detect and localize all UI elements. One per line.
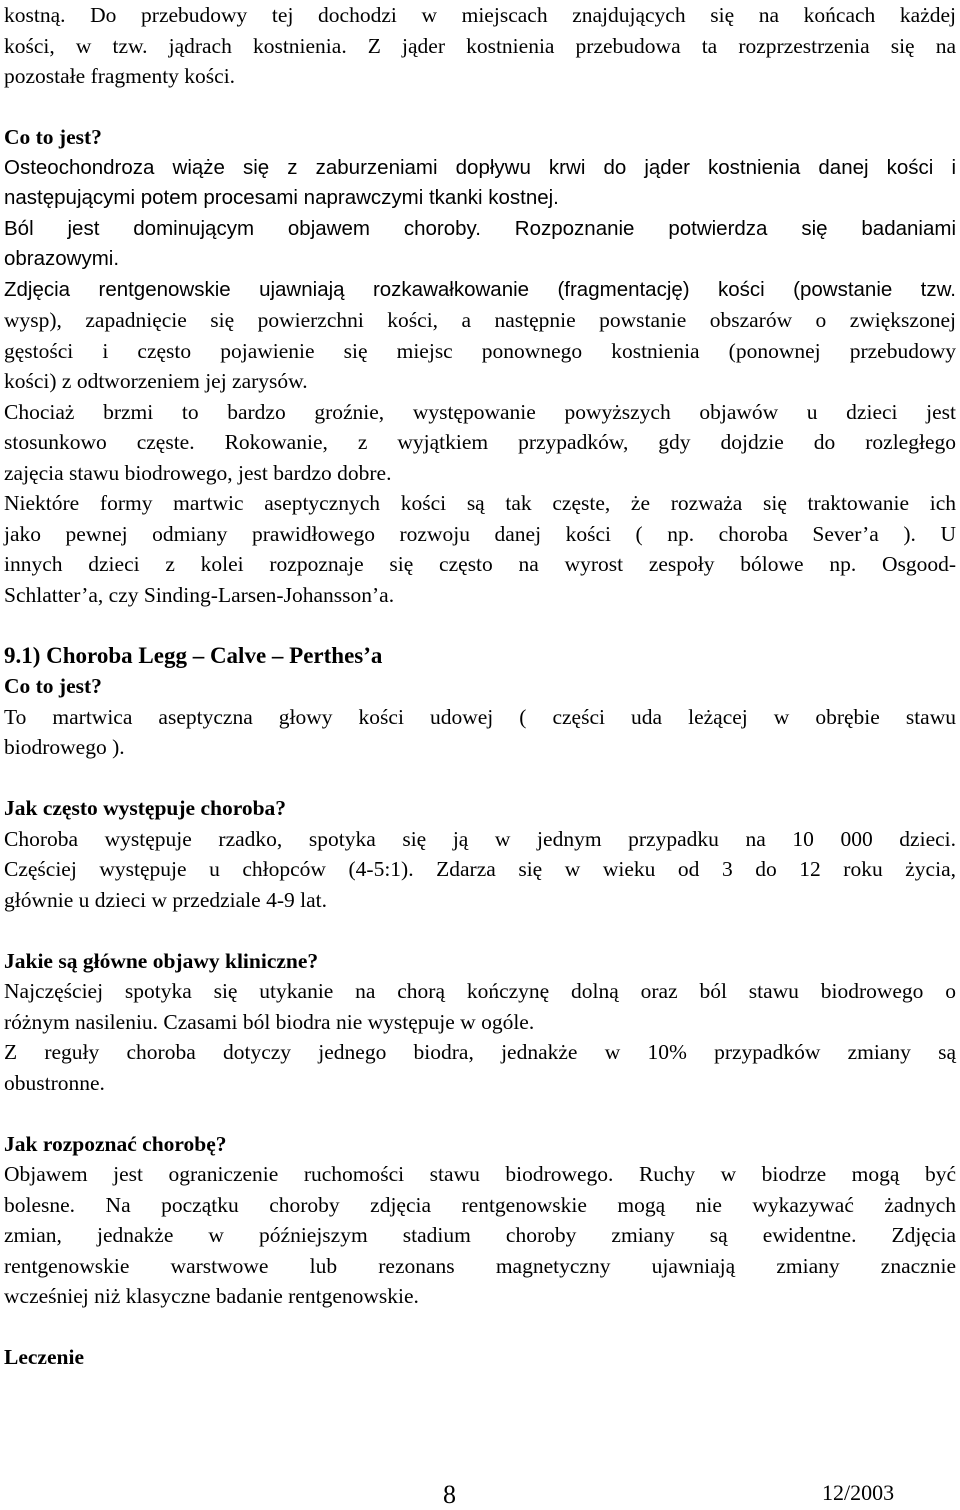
what-line-1: To martwica aseptyczna głowy kości udowej ( części uda leżącej w obrębie stawu <box>4 704 956 729</box>
page-number: 8 <box>443 1480 456 1509</box>
choc-line-1: Chociaż brzmi to bardzo groźnie, występowanie powyższych objawów u dzieci jest <box>4 399 956 424</box>
sympt-line-3: Z reguły choroba dotyczy jednego biodra, jednakże w 10% przypadków zmiany są <box>4 1040 956 1064</box>
osteo-line-1: Osteochondroza wiąże się z zaburzeniami dopływu krwi do jąder kostnienia danej kości i <box>4 155 956 179</box>
bol-line-2: obrazowymi. <box>4 247 120 270</box>
niek-line-1: Niektóre formy martwic aseptycznych kości są tak częste, że rozważa się traktowanie ich <box>4 491 956 515</box>
zdj-line-3: gęstości i często pojawienie się miejsc ponownego kostnienia (ponownej przebudowy <box>4 338 956 363</box>
document-page <box>4 0 956 1373</box>
diag-line-1: Objawem jest ograniczenie ruchomości stawu biodrowego. Ruchy w biodrze mogą być <box>4 1162 956 1186</box>
section-heading-what-2: Co to jest? <box>4 674 102 698</box>
niek-line-2: jako pewnej odmiany prawidłowego rozwoju danej kości ( np. choroba Sever’a ). U <box>4 521 956 546</box>
zdj-line-2: wysp), zapadnięcie się powierzchni kości, a następnie powstanie obszarów o zwiększonej <box>4 308 956 332</box>
diag-line-4: rentgenowskie warstwowe lub rezonans magnetyczny ujawniają zmiany znacznie <box>4 1253 956 1278</box>
niek-line-3: innych dzieci z kolei rozpoznaje się często na wyrost zespoły bólowe np. Osgood- <box>4 552 956 576</box>
zdj-line-1: Zdjęcia rentgenowskie ujawniają rozkawałkowanie (fragmentację) kości (powstanie tzw. <box>4 277 956 301</box>
diag-line-3: zmian, jednakże w późniejszym stadium choroby zmiany są ewidentne. Zdjęcia <box>4 1223 956 1247</box>
section-heading-what: Co to jest? <box>4 125 102 149</box>
section-heading-diagnosis: Jak rozpoznać chorobę? <box>4 1131 227 1156</box>
niek-line-4: Schlatter’a, czy Sinding-Larsen-Johansson’a. <box>4 582 395 607</box>
sympt-line-2: różnym nasileniu. Czasami ból biodra nie występuje w ogóle. <box>4 1009 535 1034</box>
intro-line-3: pozostałe fragmenty kości. <box>4 64 236 88</box>
chapter-title: 9.1) Choroba Legg – Calve – Perthes’a <box>4 642 383 668</box>
zdj-line-4: kości) z odtworzeniem jej zarysów. <box>4 369 308 393</box>
diag-line-5: wcześniej niż klasyczne badanie rentgenowskie. <box>4 1284 419 1308</box>
page-date: 12/2003 <box>822 1480 895 1505</box>
sympt-line-4: obustronne. <box>4 1070 105 1095</box>
sympt-line-1: Najczęściej spotyka się utykanie na chorą kończynę dolną oraz ból stawu biodrowego o <box>4 979 956 1003</box>
section-heading-frequency: Jak często występuje choroba? <box>4 796 287 820</box>
choc-line-3: zajęcia stawu biodrowego, jest bardzo dobre. <box>4 460 392 485</box>
what-line-2: biodrowego ). <box>4 735 125 759</box>
diag-line-2: bolesne. Na początku choroby zdjęcia rentgenowskie mogą nie wykazywać żadnych <box>4 1192 956 1217</box>
freq-line-1: Choroba występuje rzadko, spotyka się ją w jednym przypadku na 10 000 dzieci. <box>4 826 956 851</box>
intro-line-1: kostną. Do przebudowy tej dochodzi w miejscach znajdujących się na końcach każdej <box>4 3 956 27</box>
section-heading-treatment: Leczenie <box>4 1345 84 1369</box>
freq-line-2: Częściej występuje u chłopców (4-5:1). Zdarza się w wieku od 3 do 12 roku życia, <box>4 857 956 881</box>
freq-line-3: głównie u dzieci w przedziale 4-9 lat. <box>4 887 327 912</box>
bol-line-1: Ból jest dominującym objawem choroby. Rozpoznanie potwierdza się badaniami <box>4 216 956 240</box>
osteo-line-2: następującymi potem procesami naprawczymi tkanki kostnej. <box>4 186 559 209</box>
section-heading-symptoms: Jakie są główne objawy kliniczne? <box>4 948 319 973</box>
choc-line-2: stosunkowo częste. Rokowanie, z wyjątkiem przypadków, gdy dojdzie do rozległego <box>4 430 956 454</box>
intro-line-2: kości, w tzw. jądrach kostnienia. Z jąder kostnienia przebudowa ta rozprzestrzenia się na <box>4 33 956 58</box>
